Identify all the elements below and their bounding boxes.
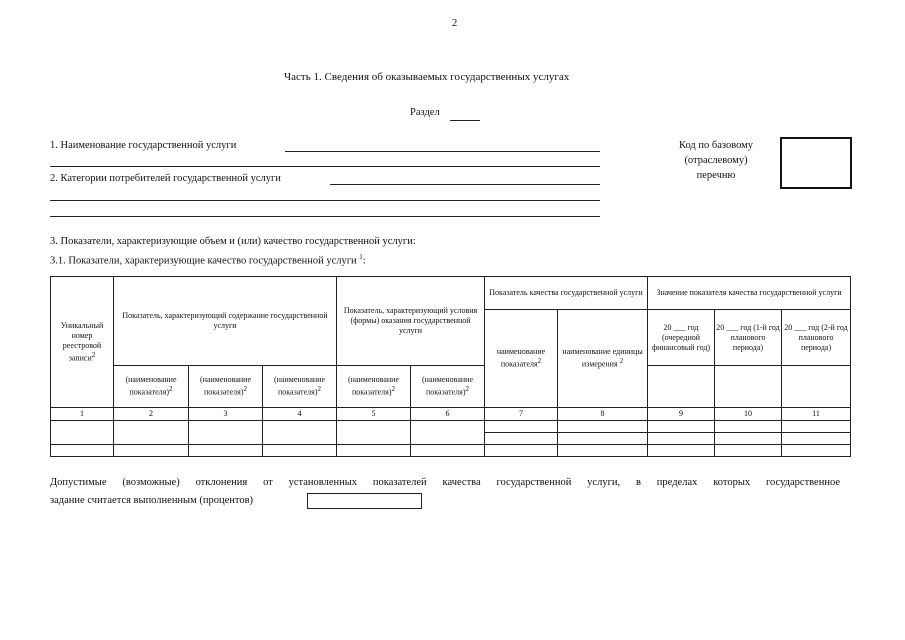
- data-cell[interactable]: [782, 433, 851, 445]
- header-indicator-value: Значение показателя качества государственной услуги: [648, 277, 851, 310]
- code-line-2: (отраслевому): [684, 155, 748, 166]
- subheader-sup: 2: [391, 385, 395, 394]
- value-cell[interactable]: [648, 366, 715, 408]
- data-cell[interactable]: [558, 445, 648, 457]
- header-year-1: 20 ___ год (очередной финансовый год): [648, 310, 715, 366]
- column-numbers-row: [51, 408, 851, 421]
- subheader-text: (наименование показателя): [273, 375, 325, 397]
- deviation-text-line-2: задание считается выполненным (процентов): [50, 495, 254, 506]
- data-cell[interactable]: [51, 445, 114, 457]
- col-number: 5: [337, 408, 411, 421]
- subheader-text: (наименование показателя): [199, 375, 251, 397]
- header-year-3: 20 ___ год (2-й год планового периода): [782, 310, 851, 366]
- data-cell[interactable]: [485, 421, 558, 433]
- table-row: [51, 421, 851, 433]
- data-cell[interactable]: [189, 445, 263, 457]
- data-cell[interactable]: [51, 421, 114, 445]
- data-cell[interactable]: [558, 421, 648, 433]
- data-cell[interactable]: [782, 445, 851, 457]
- data-cell[interactable]: [648, 421, 715, 433]
- data-cell[interactable]: [114, 421, 189, 445]
- header-content-indicator: Показатель, характеризующий содержание государственной услуги: [114, 277, 337, 366]
- service-name-line-2: [50, 166, 600, 167]
- service-name-label: 1. Наименование государственной услуги: [50, 140, 237, 151]
- service-name-line: [285, 151, 600, 152]
- base-list-code-box[interactable]: [780, 137, 852, 189]
- quality-indicators-table: [50, 276, 851, 457]
- subheader-indicator-name: [114, 366, 189, 408]
- data-cell[interactable]: [263, 445, 337, 457]
- data-cell[interactable]: [189, 421, 263, 445]
- data-cell[interactable]: [715, 445, 782, 457]
- item-3-1-footnote: 1: [359, 253, 363, 261]
- col-number: 9: [648, 408, 715, 421]
- item-3-1-heading: [50, 253, 366, 267]
- header-quality-indicator: Показатель качества государственной услуги: [485, 277, 648, 310]
- subheader-sup: 2: [317, 385, 321, 394]
- deviation-percent-input[interactable]: [307, 493, 422, 509]
- code-line-1: Код по базовому: [678, 140, 754, 151]
- consumers-line: [330, 184, 600, 185]
- consumers-line-2: [50, 200, 600, 201]
- header-indicator-name: [485, 310, 558, 408]
- subheader-sup: 2: [243, 385, 247, 394]
- subheader-text: (наименование показателя): [125, 375, 177, 397]
- col-number: 8: [558, 408, 648, 421]
- data-cell[interactable]: [648, 445, 715, 457]
- data-cell[interactable]: [411, 445, 485, 457]
- data-cell[interactable]: [411, 421, 485, 445]
- col-number: 4: [263, 408, 337, 421]
- subheader-indicator-name: [189, 366, 263, 408]
- value-cell[interactable]: [782, 366, 851, 408]
- data-cell[interactable]: [715, 433, 782, 445]
- header-unit-name: [558, 310, 648, 408]
- data-cell[interactable]: [337, 421, 411, 445]
- col-number: 7: [485, 408, 558, 421]
- data-cell[interactable]: [114, 445, 189, 457]
- data-cell[interactable]: [782, 421, 851, 433]
- item-3-heading: 3. Показатели, характеризующие объем и (или) качество государственной услуги:: [50, 236, 416, 247]
- col-number: 10: [715, 408, 782, 421]
- section-label: Раздел: [410, 107, 440, 118]
- data-cell[interactable]: [558, 433, 648, 445]
- data-cell[interactable]: [648, 433, 715, 445]
- header-conditions-indicator: Показатель, характеризующий условия (формы) оказания государственной услуги: [337, 277, 485, 366]
- data-cell[interactable]: [263, 421, 337, 445]
- base-list-code-label: [672, 138, 760, 183]
- subheader-sup: 2: [465, 385, 469, 394]
- header-unique-number-sup: 2: [91, 350, 96, 359]
- subheader-text: (наименование показателя): [347, 375, 399, 397]
- header-year-2: 20 ___ год (1-й год планового периода): [715, 310, 782, 366]
- header-unit-name-text: наименование единицы измерения: [562, 347, 643, 369]
- col-number: 11: [782, 408, 851, 421]
- col-number: 1: [51, 408, 114, 421]
- subheader-indicator-name: [411, 366, 485, 408]
- item-3-1-tail: :: [362, 255, 366, 267]
- section-number-line: [450, 120, 480, 121]
- data-cell[interactable]: [485, 445, 558, 457]
- subheader-text: (наименование показателя): [421, 375, 473, 397]
- header-unique-number: [51, 277, 114, 408]
- subheader-indicator-name: [263, 366, 337, 408]
- page-number: 2: [452, 18, 458, 29]
- deviation-text-line-1: Допустимые (возможные) отклонения от установленных показателей качества государственной услуги, в пределах которых государственное: [50, 477, 840, 488]
- header-indicator-name-sup: 2: [537, 357, 542, 366]
- header-unit-name-sup: 2: [619, 357, 624, 366]
- data-cell[interactable]: [337, 445, 411, 457]
- subheader-indicator-name: [337, 366, 411, 408]
- col-number: 6: [411, 408, 485, 421]
- col-number: 3: [189, 408, 263, 421]
- code-line-3: перечню: [696, 170, 736, 181]
- item-3-1-text: 3.1. Показатели, характеризующие качество государственной услуги: [50, 255, 357, 267]
- consumers-label: 2. Категории потребителей государственной услуги: [50, 173, 281, 184]
- header-indicator-name-text: наименование показателя: [496, 347, 546, 369]
- col-number: 2: [114, 408, 189, 421]
- part-title: Часть 1. Сведения об оказываемых государственных услугах: [284, 71, 570, 83]
- data-cell[interactable]: [485, 433, 558, 445]
- data-cell[interactable]: [715, 421, 782, 433]
- table-row: [51, 445, 851, 457]
- header-unique-number-text: Уникальный номер реестровой записи: [60, 320, 104, 363]
- consumers-line-3: [50, 216, 600, 217]
- value-cell[interactable]: [715, 366, 782, 408]
- subheader-sup: 2: [168, 385, 173, 394]
